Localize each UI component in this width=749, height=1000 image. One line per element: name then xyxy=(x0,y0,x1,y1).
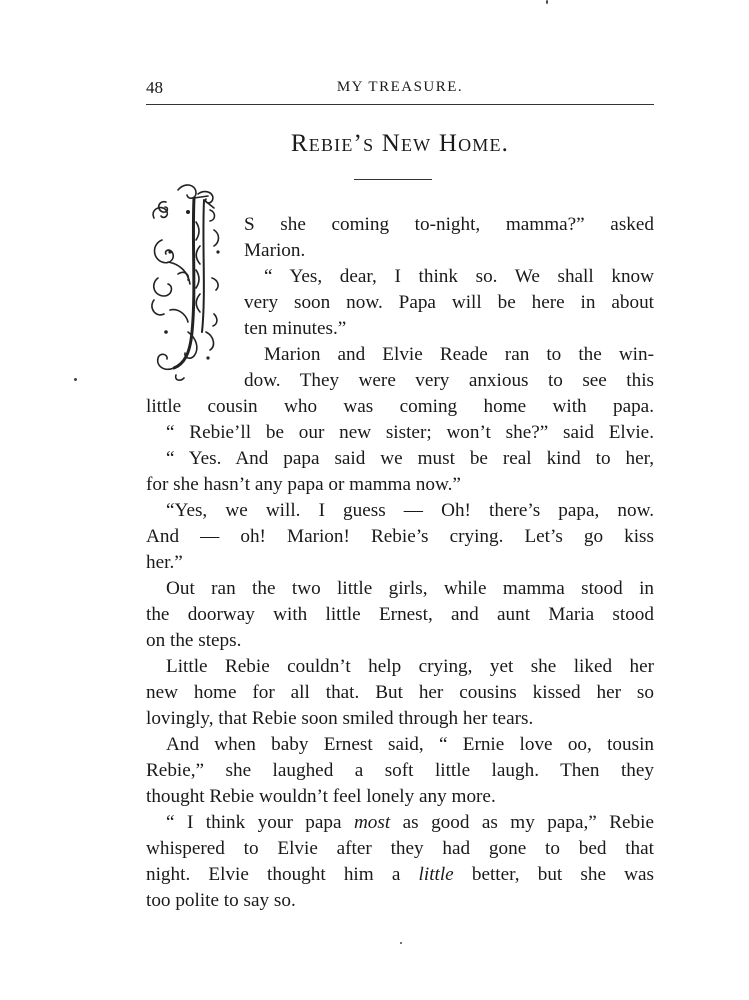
text-line: ten minutes.” xyxy=(244,318,347,339)
text-line: Rebie,” she laughed a soft little laugh. Then they xyxy=(146,760,654,781)
text-line: whispered to Elvie after they had gone to bed that xyxy=(146,838,654,859)
text-line: on the steps. xyxy=(146,630,242,651)
text-line: Little Rebie couldn’t help crying, yet she liked her xyxy=(166,656,654,677)
text-line: “ Yes, dear, I think so. We shall know xyxy=(264,266,654,287)
text-line: “ Rebie’ll be our new sister; won’t she?” said Elvie. xyxy=(166,422,654,443)
print-speck xyxy=(546,0,548,4)
text-line: dow. They were very anxious to see this xyxy=(244,370,654,391)
text-line xyxy=(146,862,654,888)
chapter-title: Rebie’s New Home. xyxy=(290,130,510,157)
text-line: her.” xyxy=(146,552,183,573)
text-segment: “ I think your papa xyxy=(166,812,354,833)
print-speck xyxy=(400,942,402,944)
text-line: “Yes, we will. I guess — Oh! there’s papa, now. xyxy=(166,500,654,521)
ornamental-drop-cap xyxy=(148,182,230,384)
page-header xyxy=(146,78,654,102)
text-line: the doorway with little Ernest, and aunt Maria stood xyxy=(146,604,654,625)
text-line: thought Rebie wouldn’t feel lonely any more. xyxy=(146,786,496,807)
text-line: new home for all that. But her cousins kissed her so xyxy=(146,682,654,703)
text-line: too polite to say so. xyxy=(146,890,296,911)
text-line: lovingly, that Rebie soon smiled through her tears. xyxy=(146,708,534,729)
text-line: “ Yes. And papa said we must be real kind to her, xyxy=(166,448,654,469)
text-line: And — oh! Marion! Rebie’s crying. Let’s go kiss xyxy=(146,526,654,547)
text-line: And when baby Ernest said, “ Ernie love oo, tousin xyxy=(166,734,654,755)
text-line: Out ran the two little girls, while mamma stood in xyxy=(166,578,654,599)
print-speck xyxy=(74,378,77,381)
title-rule xyxy=(354,179,432,180)
italic-word: little xyxy=(418,864,454,885)
text-segment: as good as my papa,” Rebie xyxy=(390,812,654,833)
text-line: little cousin who was coming home with papa. xyxy=(146,396,654,417)
text-line: Marion and Elvie Reade ran to the win- xyxy=(264,344,654,365)
text-line: S she coming to-night, mamma?” asked xyxy=(244,214,654,235)
text-line xyxy=(166,810,654,836)
page-number: 48 xyxy=(146,78,163,97)
text-segment: better, but she was xyxy=(453,864,654,885)
text-line: for she hasn’t any papa or mamma now.” xyxy=(146,474,461,495)
running-head: MY TREASURE. xyxy=(336,79,464,95)
text-segment: night. Elvie thought him a xyxy=(146,864,419,885)
text-line: very soon now. Papa will be here in about xyxy=(244,292,654,313)
text-line: Marion. xyxy=(244,240,306,261)
italic-word: most xyxy=(353,812,391,833)
header-rule xyxy=(146,104,654,105)
